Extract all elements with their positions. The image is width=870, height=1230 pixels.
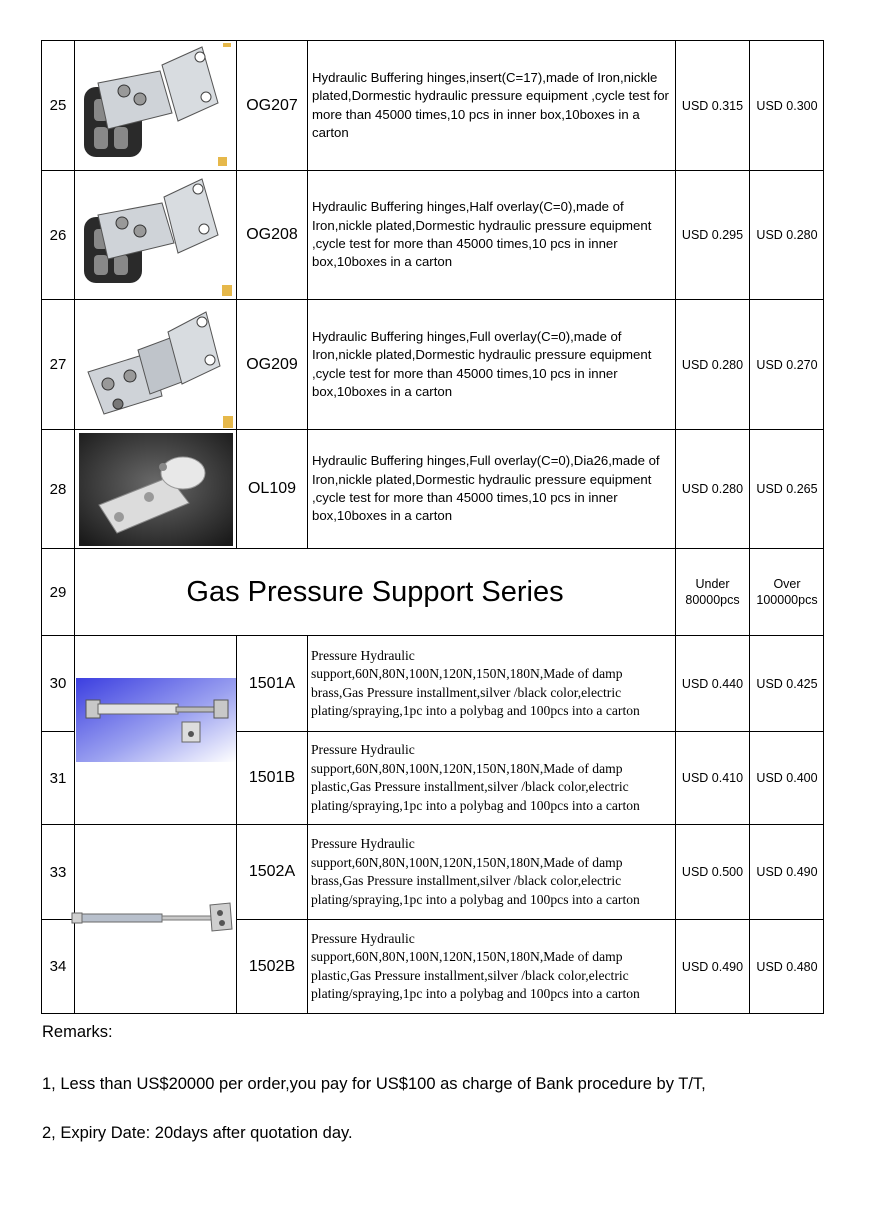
row-number: 34 bbox=[49, 958, 67, 975]
description: Pressure Hydraulic support,60N,80N,100N,120N,150N,180N,Made of damp brass,Gas Pressure installment,silver /black color,electric plating/spraying,1pc into a polybag and 100pcs into a carton bbox=[311, 836, 640, 907]
price-tier-2: USD 0.425 bbox=[756, 676, 818, 691]
price-tier-2: USD 0.480 bbox=[756, 959, 818, 974]
price-tier-1: USD 0.295 bbox=[681, 228, 744, 242]
model-code: 1502A bbox=[248, 863, 296, 880]
hinge-image bbox=[78, 302, 234, 428]
price-tier-2: USD 0.265 bbox=[756, 482, 818, 496]
gas-spring-image bbox=[68, 899, 238, 939]
row-number: 33 bbox=[49, 863, 67, 881]
description: Hydraulic Buffering hinges,Half overlay(C=0),made of Iron,nickle plated,Dormestic hydraulic pressure equipment ,cycle test for more than 45000 times,10 pcs in inner box,10boxes in a carton bbox=[312, 199, 652, 270]
quantity-tier-2-header: Over 100000pcs bbox=[756, 577, 818, 607]
description: Hydraulic Buffering hinges,Full overlay(C=0),Dia26,made of Iron,nickle plated,Dormestic hydraulic pressure equipment ,cycle test for more than 45000 times,10 pcs in inner box,10boxes in a carton bbox=[312, 453, 660, 524]
price-tier-1: USD 0.440 bbox=[681, 676, 744, 691]
remark-line-2: 2, Expiry Date: 20days after quotation day. bbox=[42, 1124, 353, 1142]
price-tier-2: USD 0.400 bbox=[756, 771, 818, 785]
remarks-title: Remarks: bbox=[42, 1023, 113, 1041]
hinge-image bbox=[78, 173, 234, 298]
row-number: 30 bbox=[49, 675, 67, 692]
row-number: 28 bbox=[49, 480, 67, 498]
model-code: 1502B bbox=[248, 957, 296, 975]
model-code: 1501B bbox=[248, 769, 296, 786]
row-number: 26 bbox=[49, 226, 67, 244]
series-title: Gas Pressure Support Series bbox=[186, 575, 564, 608]
description: Hydraulic Buffering hinges,insert(C=17),made of Iron,nickle plated,Dormestic hydraulic pressure equipment ,cycle test for more than 45000 times,10 pcs in inner box,10boxes in a carton bbox=[312, 69, 669, 140]
price-tier-1: USD 0.410 bbox=[681, 771, 744, 785]
remark-line-1: 1, Less than US$20000 per order,you pay for US$100 as charge of Bank procedure by T/T, bbox=[42, 1075, 706, 1093]
row-number: 25 bbox=[49, 97, 67, 114]
gas-spring-image bbox=[76, 678, 236, 762]
row-number: 29 bbox=[49, 583, 67, 601]
description: Pressure Hydraulic support,60N,80N,100N,120N,150N,180N,Made of damp plastic,Gas Pressure installment,silver /black color,electric plating/spraying,1pc into a polybag and 100pcs into a carton bbox=[311, 742, 640, 813]
hinge-image bbox=[78, 43, 234, 169]
price-tier-1: USD 0.315 bbox=[681, 98, 744, 113]
model-code: OG208 bbox=[246, 226, 298, 243]
price-tier-2: USD 0.270 bbox=[756, 357, 818, 372]
row-number: 27 bbox=[49, 356, 67, 373]
price-tier-2: USD 0.490 bbox=[756, 865, 818, 879]
price-tier-2: USD 0.280 bbox=[756, 228, 818, 242]
row-number: 31 bbox=[49, 769, 67, 787]
description: Pressure Hydraulic support,60N,80N,100N,120N,150N,180N,Made of damp brass,Gas Pressure installment,silver /black color,electric plating/spraying,1pc into a polybag and 100pcs into a carton bbox=[311, 647, 640, 718]
model-code: OL109 bbox=[247, 480, 297, 497]
price-tier-1: USD 0.500 bbox=[681, 865, 744, 879]
hinge-photo bbox=[79, 433, 233, 546]
price-tier-2: USD 0.300 bbox=[756, 98, 818, 113]
price-tier-1: USD 0.280 bbox=[681, 357, 744, 372]
quantity-tier-1-header: Under 80000pcs bbox=[685, 577, 740, 607]
description: Hydraulic Buffering hinges,Full overlay(C=0),made of Iron,nickle plated,Dormestic hydraulic pressure equipment ,cycle test for more than 45000 times,10 pcs in inner box,10boxes in a carton bbox=[312, 328, 652, 399]
description: Pressure Hydraulic support,60N,80N,100N,120N,150N,180N,Made of damp plastic,Gas Pressure installment,silver /black color,electric plating/spraying,1pc into a polybag and 100pcs into a carton bbox=[311, 930, 640, 1001]
model-code: 1501A bbox=[248, 674, 296, 692]
model-code: OG207 bbox=[246, 96, 298, 114]
price-table bbox=[41, 40, 824, 1014]
price-tier-1: USD 0.490 bbox=[681, 959, 744, 974]
model-code: OG209 bbox=[246, 355, 298, 373]
price-tier-1: USD 0.280 bbox=[681, 482, 744, 496]
